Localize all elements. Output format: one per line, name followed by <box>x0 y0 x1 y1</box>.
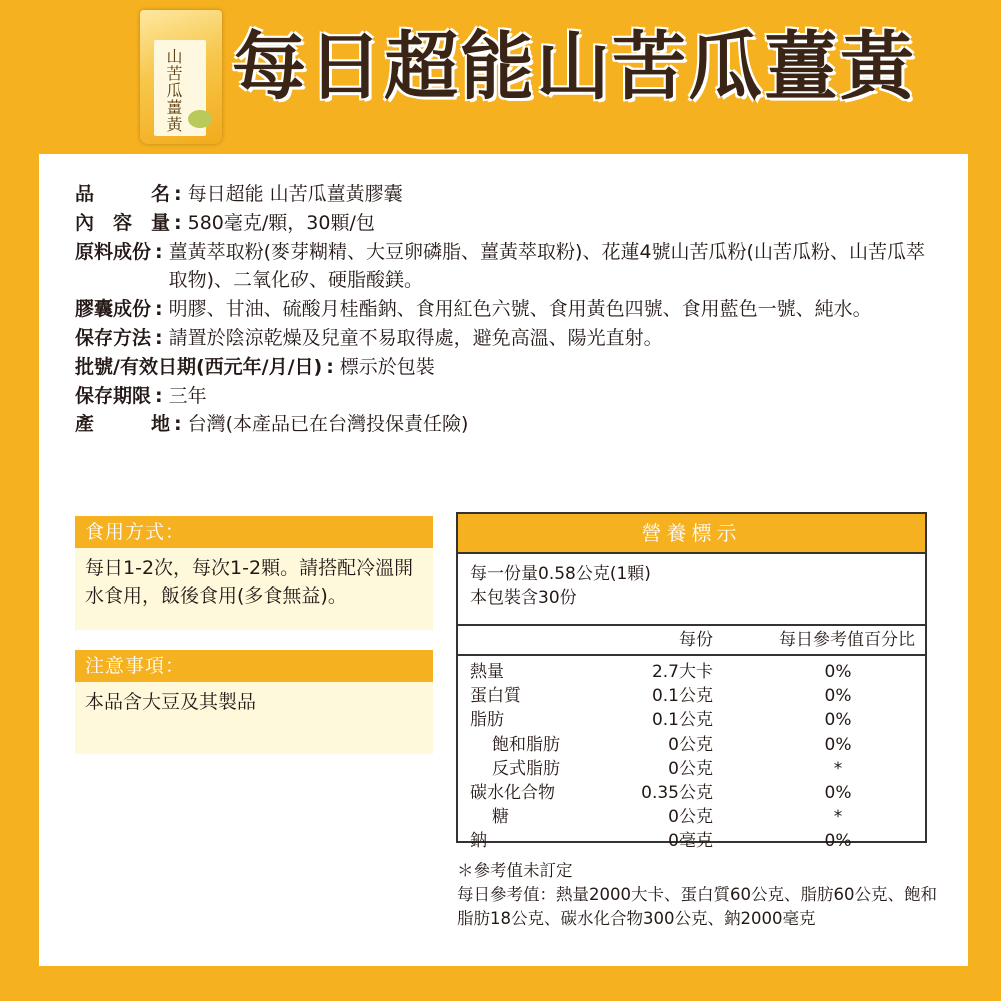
nutrition-reference: 每日參考值：熱量2000大卡、蛋白質60公克、脂肪60公克、飽和脂肪18公克、碳水化合物300公克、鈉2000毫克 <box>457 885 937 928</box>
info-row-origin: 產 地 : 台灣(本產品已在台灣投保責任險) <box>75 410 925 439</box>
info-label: 保存方法 <box>75 326 152 349</box>
nutrition-row <box>458 805 925 829</box>
usage-text: 每日1-2次，每次1-2顆。請搭配冷溫開水食用，飯後食用(多食無益)。 <box>75 548 433 630</box>
nutrient-name: 反式脂肪 <box>492 758 560 779</box>
info-row-storage: 保存方法 : 請置於陰涼乾燥及兒童不易取得處，避免高溫、陽光直射。 <box>75 324 925 353</box>
nutrient-name: 蛋白質 <box>470 686 521 707</box>
nutrition-row <box>458 829 925 853</box>
nutrient-name: 飽和脂肪 <box>492 734 560 755</box>
caution-text: 本品含大豆及其製品 <box>75 682 433 754</box>
nutrition-row <box>458 733 925 757</box>
nutrition-row <box>458 708 925 732</box>
product-package-image <box>140 10 222 144</box>
nutrient-amount: 0.35公克 <box>641 782 713 803</box>
nutrition-row <box>458 757 925 781</box>
caution-title: 注意事項： <box>75 650 433 682</box>
product-info-list <box>75 180 925 439</box>
nutrient-amount: 0公克 <box>668 758 713 779</box>
info-value: 標示於包裝 <box>339 355 435 378</box>
nutrient-amount: 0公克 <box>668 734 713 755</box>
info-value: 台灣(本產品已在台灣投保責任險) <box>187 413 469 436</box>
info-value: 580毫克/顆，30顆/包 <box>187 211 375 234</box>
nutrition-row <box>458 781 925 805</box>
info-row-ingredients: 原料成份 : 薑黃萃取粉(麥芽糊精、大豆卵磷脂、薑黃萃取粉)、花蓮4號山苦瓜粉(山苦瓜粉、山苦瓜萃取物)、二氧化矽、硬脂酸鎂。 <box>75 238 925 296</box>
info-label: 原料成份 <box>75 240 152 263</box>
bitter-melon-icon <box>188 110 212 128</box>
nutrient-daily-value: 0% <box>824 782 852 803</box>
info-panel <box>39 154 968 966</box>
nutrient-amount: 0毫克 <box>668 831 713 852</box>
nutrition-header-row <box>458 626 925 656</box>
nutrient-name: 糖 <box>492 807 509 828</box>
nutrition-notes <box>457 859 947 931</box>
info-row-name: 品 名 : 每日超能 山苦瓜薑黃膠囊 <box>75 180 925 209</box>
info-row-content: 內 容 量 : 580毫克/顆，30顆/包 <box>75 209 925 238</box>
nutrition-row <box>458 684 925 708</box>
info-value: 請置於陰涼乾燥及兒童不易取得處，避免高溫、陽光直射。 <box>168 326 663 349</box>
info-value: 薑黃萃取粉(麥芽糊精、大豆卵磷脂、薑黃萃取粉)、花蓮4號山苦瓜粉(山苦瓜粉、山苦瓜萃取物)、二氧化矽、硬脂酸鎂。 <box>168 240 925 292</box>
nutrient-daily-value: * <box>833 758 843 779</box>
info-label: 品 名 <box>75 183 170 205</box>
nutrition-serving <box>458 554 925 626</box>
nutrient-amount: 2.7大卡 <box>651 662 713 682</box>
nutrient-daily-value: 0% <box>824 734 852 755</box>
nutrient-daily-value: 0% <box>824 662 852 682</box>
info-value: 每日超能 山苦瓜薑黃膠囊 <box>187 183 403 205</box>
nutrient-amount: 0公克 <box>668 807 713 828</box>
info-label: 保存期限 <box>75 384 152 407</box>
info-label: 內 容 量 <box>75 211 170 234</box>
page-title: 每日超能山苦瓜薑黃 <box>232 24 916 110</box>
info-label: 膠囊成份 <box>75 298 152 321</box>
info-label: 產 地 <box>75 413 170 436</box>
nutrition-row <box>458 660 925 684</box>
nutrient-name: 脂肪 <box>470 710 504 731</box>
usage-box <box>75 516 433 630</box>
nutrient-amount: 0.1公克 <box>651 686 713 707</box>
nutrient-daily-value: 0% <box>824 686 852 707</box>
nutrient-name: 鈉 <box>470 831 487 852</box>
info-row-shelf-life: 保存期限 : 三年 <box>75 382 925 411</box>
nutrient-daily-value: * <box>833 807 843 828</box>
nutrient-daily-value: 0% <box>824 710 852 731</box>
info-row-capsule: 膠囊成份 : 明膠、甘油、硫酸月桂酯鈉、食用紅色六號、食用黃色四號、食用藍色一號、純水。 <box>75 295 925 324</box>
nutrition-title: 營養標示 <box>458 514 925 554</box>
nutrient-amount: 0.1公克 <box>651 710 713 731</box>
nutrient-name: 熱量 <box>470 662 504 682</box>
caution-box <box>75 650 433 754</box>
info-value: 明膠、甘油、硫酸月桂酯鈉、食用紅色六號、食用黃色四號、食用藍色一號、純水。 <box>168 298 872 321</box>
info-value: 三年 <box>168 384 207 407</box>
serving-size: 每一份量0.58公克(1顆) <box>470 564 651 584</box>
column-daily-value: 每日參考值百分比 <box>779 630 915 650</box>
nutrient-name: 碳水化合物 <box>470 782 555 803</box>
info-label: 批號/有效日期(西元年/月/日) <box>75 355 323 378</box>
column-per-serving: 每份 <box>679 630 713 650</box>
nutrition-rows <box>458 656 925 854</box>
package-label-text: 山苦瓜薑黃 <box>164 48 183 133</box>
usage-title: 食用方式： <box>75 516 433 548</box>
nutrient-daily-value: 0% <box>824 831 852 852</box>
servings-per-pack: 本包裝含30份 <box>470 588 577 608</box>
nutrition-footnote: ＊參考值未訂定 <box>457 861 573 880</box>
nutrition-facts-table <box>456 512 927 852</box>
info-row-batch: 批號/有效日期(西元年/月/日) : 標示於包裝 <box>75 353 925 382</box>
